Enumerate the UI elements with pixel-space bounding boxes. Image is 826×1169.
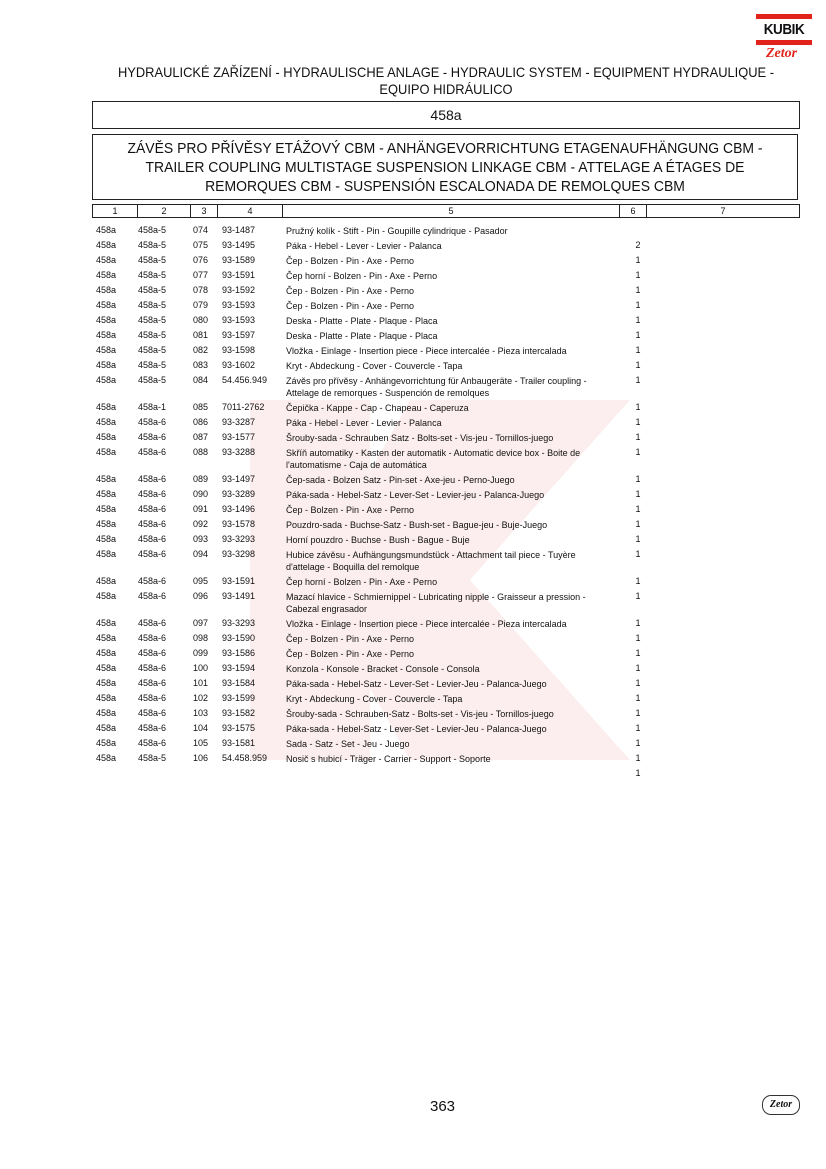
cell-c1: 458a [96, 678, 117, 688]
cell-c5: Nosič s hubicí - Träger - Carrier - Support - Soporte [286, 754, 491, 764]
cell-c6: 1 [635, 489, 641, 499]
cell-c2: 458a-6 [138, 633, 167, 643]
cell-c4: 93-1590 [222, 633, 256, 643]
cell-c4: 93-1496 [222, 504, 256, 514]
cell-c2: 458a-6 [138, 678, 167, 688]
cell-c1: 458a [96, 402, 117, 412]
cell-c4: 93-3298 [222, 549, 256, 559]
cell-c2: 458a-6 [138, 591, 167, 601]
cell-c4: 93-1589 [222, 255, 256, 265]
cell-c5: Konzola - Konsole - Bracket - Console - Consola [286, 664, 480, 674]
cell-c3: 103 [193, 708, 209, 718]
cell-c2: 458a-5 [138, 225, 167, 235]
cell-c3: 090 [193, 489, 209, 499]
cell-c1: 458a [96, 534, 117, 544]
cell-c3: 085 [193, 402, 209, 412]
cell-c5: Čep - Bolzen - Pin - Axe - Perno [286, 649, 415, 659]
cell-c4: 93-1491 [222, 591, 256, 601]
cell-c2: 458a-5 [138, 345, 167, 355]
cell-c5: Pružný kolík - Stift - Pin - Goupille cylindrique - Pasador [286, 226, 508, 236]
column-header-cell: 4 [218, 205, 283, 217]
cell-c4: 93-3288 [222, 447, 256, 457]
cell-c6: 1 [635, 315, 641, 325]
cell-c4: 93-1586 [222, 648, 256, 658]
cell-c3: 079 [193, 300, 209, 310]
cell-c2: 458a-6 [138, 723, 167, 733]
page-number: 363 [430, 1098, 456, 1115]
cell-c6: 1 [635, 432, 641, 442]
cell-c2: 458a-5 [138, 300, 167, 310]
cell-c1: 458a [96, 447, 117, 457]
cell-c6: 1 [635, 504, 641, 514]
cell-c5: Šrouby-sada - Schrauben-Satz - Bolts-set - Vis-jeu - Tornillos-juego [286, 709, 554, 719]
cell-c1: 458a [96, 519, 117, 529]
cell-c3: 088 [193, 447, 209, 457]
cell-c5: Čep - Bolzen - Pin - Axe - Perno [286, 286, 415, 296]
cell-c3: 095 [193, 576, 209, 586]
cell-c6: 1 [635, 768, 641, 778]
cell-c3: 101 [193, 678, 209, 688]
cell-c2: 458a-5 [138, 285, 167, 295]
cell-c6: 1 [635, 300, 641, 310]
cell-c4: 93-1581 [222, 738, 256, 748]
zetor-footer-logo: Zetor [762, 1095, 800, 1115]
cell-c4: 93-1578 [222, 519, 256, 529]
cell-c6: 1 [635, 678, 641, 688]
column-header-cell: 7 [720, 206, 726, 216]
cell-c3: 096 [193, 591, 209, 601]
cell-c2: 458a-5 [138, 753, 167, 763]
cell-c4: 7011-2762 [222, 402, 265, 412]
cell-c4: 54.458.959 [222, 753, 268, 763]
cell-c2: 458a-1 [138, 402, 167, 412]
cell-c4: 93-1591 [222, 270, 256, 280]
cell-c1: 458a [96, 345, 117, 355]
cell-c5: Mazací hlavice - Schmiernippel - Lubricating nipple - Graisseur a pression - Cabezal engrasador [286, 592, 586, 614]
cell-c1: 458a [96, 240, 117, 250]
cell-c6: 1 [635, 474, 641, 484]
cell-c4: 93-1592 [222, 285, 256, 295]
cell-c6: 1 [635, 549, 641, 559]
cell-c2: 458a-6 [138, 447, 167, 457]
cell-c1: 458a [96, 663, 117, 673]
cell-c6: 1 [635, 330, 641, 340]
cell-c2: 458a-6 [138, 618, 167, 628]
cell-c1: 458a [96, 738, 117, 748]
cell-c6: 1 [635, 663, 641, 673]
cell-c6: 1 [635, 519, 641, 529]
cell-c2: 458a-5 [138, 270, 167, 280]
cell-c6: 1 [635, 753, 641, 763]
cell-c1: 458a [96, 618, 117, 628]
cell-c2: 458a-5 [138, 360, 167, 370]
cell-c5: Kryt - Abdeckung - Cover - Couvercle - Tapa [286, 694, 463, 704]
column-header-cell: 1 [93, 205, 138, 217]
cell-c3: 076 [193, 255, 209, 265]
column-header [92, 204, 800, 218]
cell-c6: 1 [635, 633, 641, 643]
cell-c4: 93-1495 [222, 240, 256, 250]
cell-c5: Deska - Platte - Plate - Plaque - Placa [286, 331, 438, 341]
cell-c2: 458a-6 [138, 519, 167, 529]
cell-c1: 458a [96, 753, 117, 763]
cell-c4: 93-1575 [222, 723, 256, 733]
cell-c3: 093 [193, 534, 209, 544]
cell-c5: Čep-sada - Bolzen Satz - Pin-set - Axe-jeu - Perno-Juego [286, 475, 515, 485]
cell-c2: 458a-5 [138, 375, 167, 385]
cell-c4: 93-1487 [222, 225, 256, 235]
cell-c6: 1 [635, 618, 641, 628]
cell-c5: Sada - Satz - Set - Jeu - Juego [286, 739, 410, 749]
cell-c3: 100 [193, 663, 209, 673]
column-header-cell: 2 [138, 205, 191, 217]
cell-c2: 458a-6 [138, 489, 167, 499]
section-title-text: ZÁVĚS PRO PŘÍVĚSY ETÁŽOVÝ CBM - ANHÄNGEVORRICHTUNG ETAGENAUFHÄNGUNG CBM - TRAILER COUPLING MULTISTAGE SUSPENSION LINKAGE CBM - ATTELAGE A ÉTAGES DE REMORQUES CBM - SUSPENSIÓN ESCALONADA DE REMOLQUES CBM [127, 140, 763, 195]
group-code: 458a [92, 101, 800, 129]
cell-c4: 93-3293 [222, 618, 256, 628]
cell-c6: 1 [635, 723, 641, 733]
cell-c1: 458a [96, 504, 117, 514]
cell-c5: Páka-sada - Hebel-Satz - Lever-Set - Levier-jeu - Palanca-Juego [286, 490, 545, 500]
cell-c5: Páka - Hebel - Lever - Levier - Palanca [286, 418, 442, 428]
page-title: HYDRAULICKÉ ZAŘÍZENÍ - HYDRAULISCHE ANLAGE - HYDRAULIC SYSTEM - EQUIPMENT HYDRAULIQUE - EQUIPO HIDRÁULICO [117, 64, 775, 97]
cell-c4: 93-3293 [222, 534, 256, 544]
cell-c3: 106 [193, 753, 209, 763]
cell-c3: 097 [193, 618, 209, 628]
cell-c6: 1 [635, 255, 641, 265]
cell-c2: 458a-6 [138, 504, 167, 514]
cell-c6: 1 [635, 375, 641, 385]
cell-c2: 458a-6 [138, 432, 167, 442]
cell-c1: 458a [96, 360, 117, 370]
cell-c5: Páka - Hebel - Lever - Levier - Palanca [286, 241, 442, 251]
cell-c5: Skříň automatiky - Kasten der automatik - Automatic device box - Boite de l'automatisme - Caja de automática [286, 448, 581, 470]
cell-c5: Deska - Platte - Plate - Plaque - Placa [286, 316, 438, 326]
cell-c1: 458a [96, 315, 117, 325]
cell-c2: 458a-5 [138, 240, 167, 250]
logo-bar [756, 40, 812, 45]
cell-c3: 098 [193, 633, 209, 643]
cell-c3: 087 [193, 432, 209, 442]
cell-c6: 1 [635, 648, 641, 658]
cell-c4: 93-3287 [222, 417, 256, 427]
cell-c3: 074 [193, 225, 209, 235]
zetor-logo-text: Zetor [766, 46, 798, 61]
cell-c6: 1 [635, 270, 641, 280]
parts-table [0, 223, 826, 778]
cell-c5: Čep horní - Bolzen - Pin - Axe - Perno [286, 577, 438, 587]
cell-c2: 458a-6 [138, 576, 167, 586]
cell-c4: 93-1497 [222, 474, 256, 484]
cell-c5: Čep horní - Bolzen - Pin - Axe - Perno [286, 271, 438, 281]
cell-c5: Čepička - Kappe - Cap - Chapeau - Caperuza [286, 403, 469, 413]
cell-c3: 094 [193, 549, 209, 559]
cell-c1: 458a [96, 489, 117, 499]
cell-c5: Páka-sada - Hebel-Satz - Lever-Set - Levier-Jeu - Palanca-Juego [286, 679, 547, 689]
cell-c6: 2 [635, 240, 641, 250]
column-header-cell: 3 [191, 205, 218, 217]
cell-c2: 458a-6 [138, 693, 167, 703]
cell-c1: 458a [96, 225, 117, 235]
logo-text: KUBIK [759, 22, 809, 38]
cell-c2: 458a-6 [138, 708, 167, 718]
cell-c1: 458a [96, 285, 117, 295]
cell-c1: 458a [96, 255, 117, 265]
cell-c2: 458a-6 [138, 663, 167, 673]
cell-c4: 93-1598 [222, 345, 256, 355]
cell-c1: 458a [96, 591, 117, 601]
column-header-cell: 6 [620, 205, 647, 217]
cell-c3: 077 [193, 270, 209, 280]
cell-c5: Kryt - Abdeckung - Cover - Couvercle - Tapa [286, 361, 463, 371]
cell-c2: 458a-5 [138, 255, 167, 265]
cell-c5: Závěs pro přívěsy - Anhängevorrichtung für Anbaugeräte - Trailer coupling - Attelage de remorques - Suspención de remolques [286, 376, 587, 398]
cell-c6: 1 [635, 534, 641, 544]
cell-c4: 93-1577 [222, 432, 256, 442]
cell-c3: 081 [193, 330, 209, 340]
cell-c1: 458a [96, 648, 117, 658]
cell-c4: 93-1593 [222, 315, 256, 325]
cell-c1: 458a [96, 693, 117, 703]
cell-c5: Čep - Bolzen - Pin - Axe - Perno [286, 301, 415, 311]
cell-c4: 93-1594 [222, 663, 256, 673]
cell-c3: 080 [193, 315, 209, 325]
cell-c2: 458a-6 [138, 474, 167, 484]
cell-c4: 93-1599 [222, 693, 256, 703]
cell-c1: 458a [96, 576, 117, 586]
cell-c3: 082 [193, 345, 209, 355]
cell-c5: Hubice závěsu - Aufhängungsmundstück - Attachment tail piece - Tuyère d'attelage - Boquilla del remolque [286, 550, 576, 572]
cell-c2: 458a-6 [138, 417, 167, 427]
cell-c1: 458a [96, 633, 117, 643]
cell-c6: 1 [635, 345, 641, 355]
cell-c1: 458a [96, 330, 117, 340]
cell-c6: 1 [635, 708, 641, 718]
cell-c5: Vložka - Einlage - Insertion piece - Piece intercalée - Pieza intercalada [286, 619, 567, 629]
cell-c3: 104 [193, 723, 209, 733]
cell-c4: 93-3289 [222, 489, 256, 499]
cell-c6: 1 [635, 576, 641, 586]
cell-c1: 458a [96, 549, 117, 559]
cell-c4: 54.456.949 [222, 375, 268, 385]
cell-c3: 091 [193, 504, 209, 514]
cell-c6: 1 [635, 285, 641, 295]
cell-c5: Šrouby-sada - Schrauben Satz - Bolts-set - Vis-jeu - Tornillos-juego [286, 433, 554, 443]
cell-c1: 458a [96, 270, 117, 280]
cell-c2: 458a-5 [138, 330, 167, 340]
cell-c1: 458a [96, 300, 117, 310]
cell-c6: 1 [635, 693, 641, 703]
cell-c3: 089 [193, 474, 209, 484]
cell-c3: 075 [193, 240, 209, 250]
kubik-logo [756, 14, 812, 66]
cell-c4: 93-1597 [222, 330, 256, 340]
cell-c6: 1 [635, 738, 641, 748]
cell-c2: 458a-6 [138, 549, 167, 559]
cell-c5: Čep - Bolzen - Pin - Axe - Perno [286, 634, 415, 644]
cell-c6: 1 [635, 417, 641, 427]
cell-c1: 458a [96, 432, 117, 442]
cell-c4: 93-1602 [222, 360, 256, 370]
cell-c6: 1 [635, 591, 641, 601]
table-row [0, 751, 826, 778]
cell-c3: 086 [193, 417, 209, 427]
section-title [92, 134, 798, 200]
logo-bar [756, 14, 812, 19]
cell-c1: 458a [96, 474, 117, 484]
cell-c6: 1 [635, 447, 641, 457]
cell-c5: Čep - Bolzen - Pin - Axe - Perno [286, 505, 415, 515]
cell-c2: 458a-6 [138, 534, 167, 544]
cell-c5: Páka-sada - Hebel-Satz - Lever-Set - Levier-Jeu - Palanca-Juego [286, 724, 547, 734]
cell-c3: 083 [193, 360, 209, 370]
cell-c2: 458a-6 [138, 738, 167, 748]
cell-c3: 084 [193, 375, 209, 385]
cell-c1: 458a [96, 375, 117, 385]
cell-c3: 105 [193, 738, 209, 748]
cell-c1: 458a [96, 708, 117, 718]
cell-c5: Horní pouzdro - Buchse - Bush - Bague - Buje [286, 535, 470, 545]
cell-c4: 93-1591 [222, 576, 256, 586]
cell-c5: Čep - Bolzen - Pin - Axe - Perno [286, 256, 415, 266]
cell-c1: 458a [96, 417, 117, 427]
cell-c1: 458a [96, 723, 117, 733]
cell-c4: 93-1584 [222, 678, 256, 688]
cell-c3: 078 [193, 285, 209, 295]
cell-c5: Pouzdro-sada - Buchse-Satz - Bush-set - Bague-jeu - Buje-Juego [286, 520, 548, 530]
cell-c2: 458a-6 [138, 648, 167, 658]
cell-c3: 092 [193, 519, 209, 529]
cell-c4: 93-1582 [222, 708, 256, 718]
cell-c3: 099 [193, 648, 209, 658]
column-header-cell: 5 [283, 205, 620, 217]
cell-c3: 102 [193, 693, 209, 703]
cell-c6: 1 [635, 360, 641, 370]
cell-c2: 458a-5 [138, 315, 167, 325]
cell-c5: Vložka - Einlage - Insertion piece - Piece intercalée - Pieza intercalada [286, 346, 567, 356]
cell-c4: 93-1593 [222, 300, 256, 310]
cell-c6: 1 [635, 402, 641, 412]
